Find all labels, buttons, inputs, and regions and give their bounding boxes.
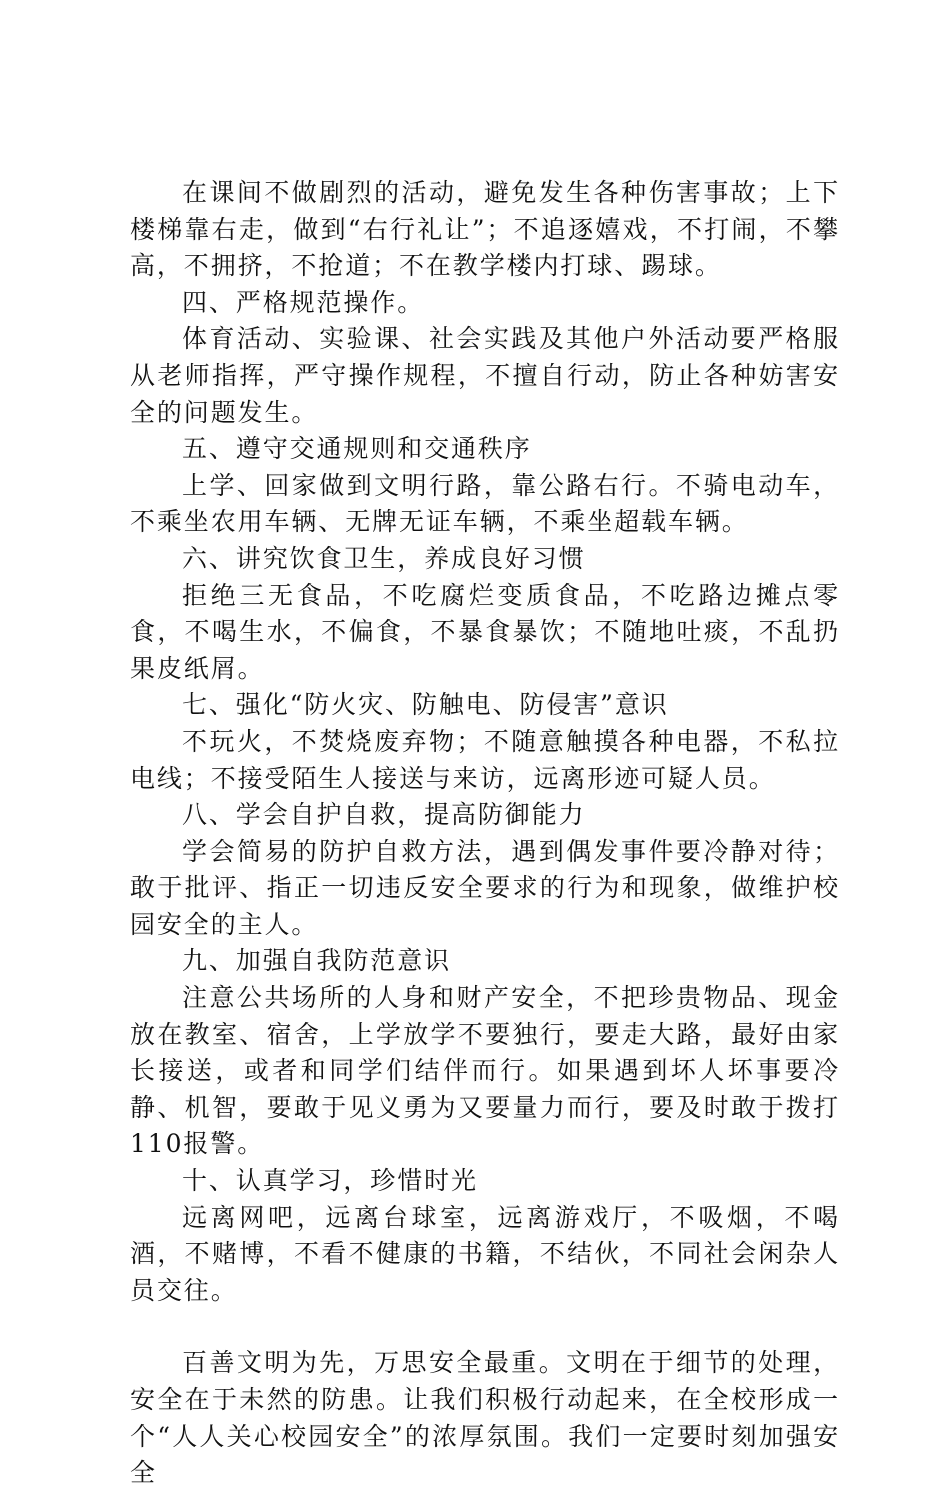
paragraph-section-4: 体育活动、实验课、社会实践及其他户外活动要严格服从老师指挥，严守操作规程，不擅自行动，防止各种妨害安全的问题发生。 — [130, 324, 840, 427]
heading-section-6: 六、讲究饮食卫生，养成良好习惯 — [182, 543, 586, 573]
heading-section-8: 八、学会自护自救，提高防御能力 — [182, 800, 586, 830]
paragraph-section-6: 拒绝三无食品，不吃腐烂变质食品，不吃路边摊点零食，不喝生水，不偏食，不暴食暴饮；不随地吐痰，不乱扔果皮纸屑。 — [130, 580, 840, 683]
paragraph-section-5: 上学、回家做到文明行路，靠公路右行。不骑电动车，不乘坐农用车辆、无牌无证车辆，不乘坐超载车辆。 — [130, 470, 840, 537]
document-body — [130, 175, 840, 1492]
paragraph-section-10: 远离网吧，远离台球室，远离游戏厅，不吸烟，不喝酒，不赌博，不看不健康的书籍，不结伙，不同社会闲杂人员交往。 — [130, 1202, 840, 1305]
heading-section-7: 七、强化“防火灾、防触电、防侵害”意识 — [182, 690, 669, 720]
paragraph-section-7: 不玩火，不焚烧废弃物；不随意触摸各种电器，不私拉电线；不接受陌生人接送与来访，远离形迹可疑人员。 — [130, 726, 840, 793]
heading-section-9: 九、加强自我防范意识 — [182, 946, 452, 976]
paragraph-classroom-conduct: 在课间不做剧烈的活动，避免发生各种伤害事故；上下楼梯靠右走，做到“右行礼让”；不追逐嬉戏，不打闹，不攀高，不拥挤，不抢道；不在教学楼内打球、踢球。 — [130, 178, 840, 281]
heading-section-4: 四、严格规范操作。 — [182, 287, 425, 317]
heading-section-5: 五、遵守交通规则和交通秩序 — [182, 434, 532, 464]
heading-section-10: 十、认真学习，珍惜时光 — [182, 1166, 478, 1196]
paragraph-section-8: 学会简易的防护自救方法，遇到偶发事件要冷静对待；敢于批评、指正一切违反安全要求的行为和现象，做维护校园安全的主人。 — [130, 836, 840, 939]
paragraph-section-9: 注意公共场所的人身和财产安全，不把珍贵物品、现金放在教室、宿舍，上学放学不要独行，要走大路，最好由家长接送，或者和同学们结伴而行。如果遇到坏人坏事要冷静、机智，要敢于见义勇为又要量力而行，要及时敢于拨打110报警。 — [130, 983, 840, 1159]
paragraph-conclusion: 百善文明为先，万思安全最重。文明在于细节的处理，安全在于未然的防患。让我们积极行动起来，在全校形成一个“人人关心校园安全”的浓厚氛围。我们一定要时刻加强安全 — [130, 1348, 840, 1488]
paragraph-gap — [130, 1309, 840, 1345]
